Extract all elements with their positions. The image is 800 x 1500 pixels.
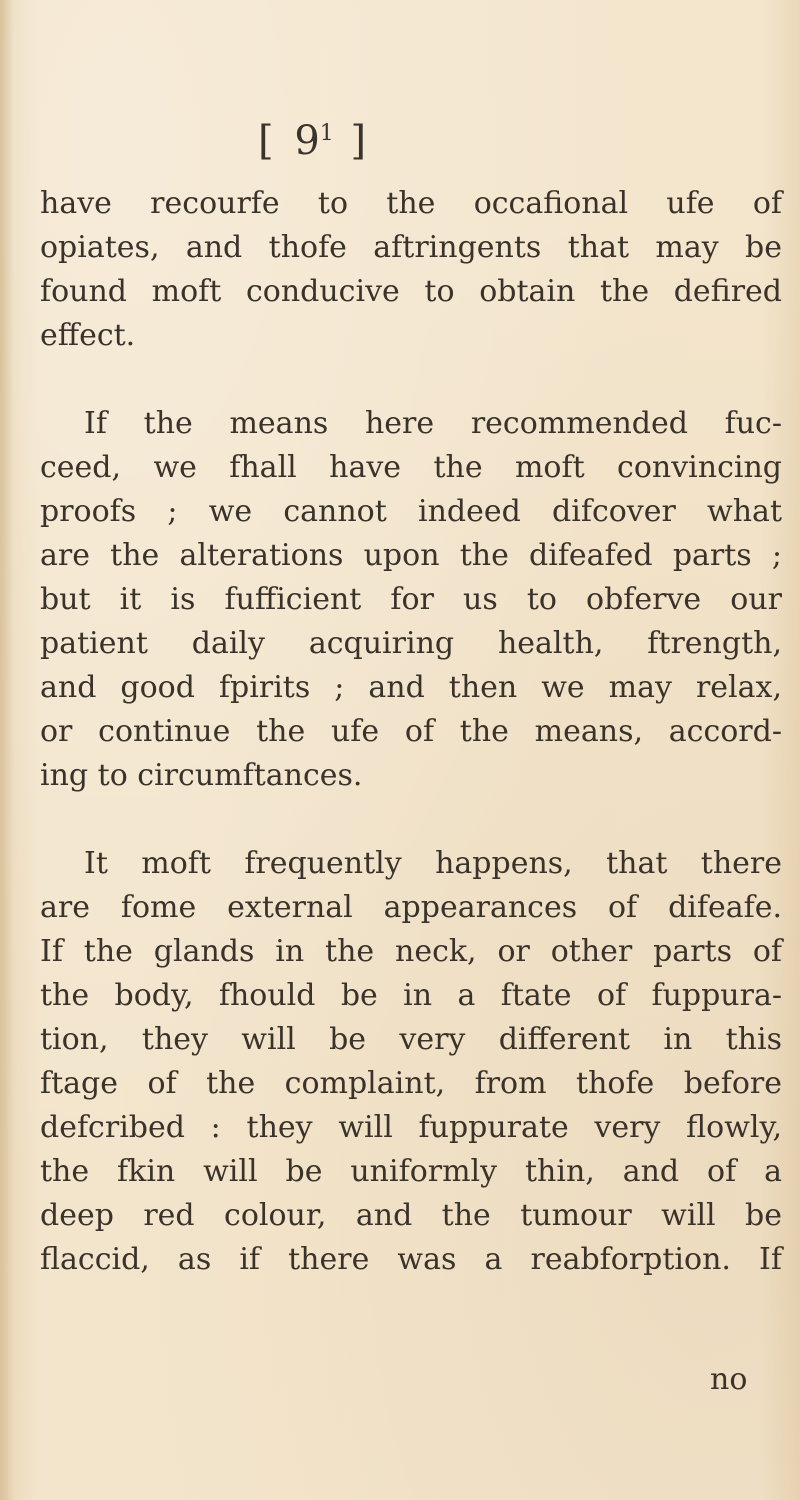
page-number xyxy=(258,118,370,164)
text-line: are the alterations upon the difeafed parts ; xyxy=(40,538,782,573)
text-line: found moft conducive to obtain the defired xyxy=(40,274,782,309)
page-number-superscript: 1 xyxy=(319,120,334,146)
catchword: no xyxy=(710,1362,748,1397)
text-line: proofs ; we cannot indeed difcover what xyxy=(40,494,782,529)
text-line: opiates, and thofe aftringents that may be xyxy=(40,230,782,265)
text-line: deep red colour, and the tumour will be xyxy=(40,1198,782,1233)
text-line: the fkin will be uniformly thin, and of a xyxy=(40,1154,782,1189)
paragraph-2 xyxy=(40,402,782,798)
text-line: If the means here recommended fuc- xyxy=(84,406,782,441)
text-line: If the glands in the neck, or other parts of xyxy=(40,934,782,969)
paragraph-spacer xyxy=(40,358,782,402)
text-line: effect. xyxy=(40,318,136,353)
text-line: tion, they will be very different in this xyxy=(40,1022,782,1057)
text-line: but it is fufficient for us to obferve our xyxy=(40,582,782,617)
page-number-main: [ 9 xyxy=(258,118,324,164)
text-line: patient daily acquiring health, ftrength, xyxy=(40,626,782,661)
paragraph-3 xyxy=(40,842,782,1282)
text-line: or continue the ufe of the means, accord- xyxy=(40,714,782,749)
text-line: flaccid, as if there was a reabforption. If xyxy=(40,1242,782,1277)
text-line: It moft frequently happens, that there xyxy=(84,846,782,881)
text-line: ftage of the complaint, from thofe before xyxy=(40,1066,782,1101)
paragraph-spacer xyxy=(40,798,782,842)
page-number-close: ] xyxy=(333,118,371,164)
paragraph-1 xyxy=(40,182,782,358)
text-line: and good fpirits ; and then we may relax, xyxy=(40,670,782,705)
page-gutter-shadow xyxy=(0,0,14,1500)
text-line: ing to circumftances. xyxy=(40,758,363,793)
text-line: ceed, we fhall have the moft convincing xyxy=(40,450,782,485)
text-line: the body, fhould be in a ftate of fuppura- xyxy=(40,978,782,1013)
text-line: are fome external appearances of difeafe. xyxy=(40,890,782,925)
body-text xyxy=(40,182,782,1282)
text-line: have recourfe to the occafional ufe of xyxy=(40,186,782,221)
text-line: defcribed : they will fuppurate very flowly, xyxy=(40,1110,782,1145)
